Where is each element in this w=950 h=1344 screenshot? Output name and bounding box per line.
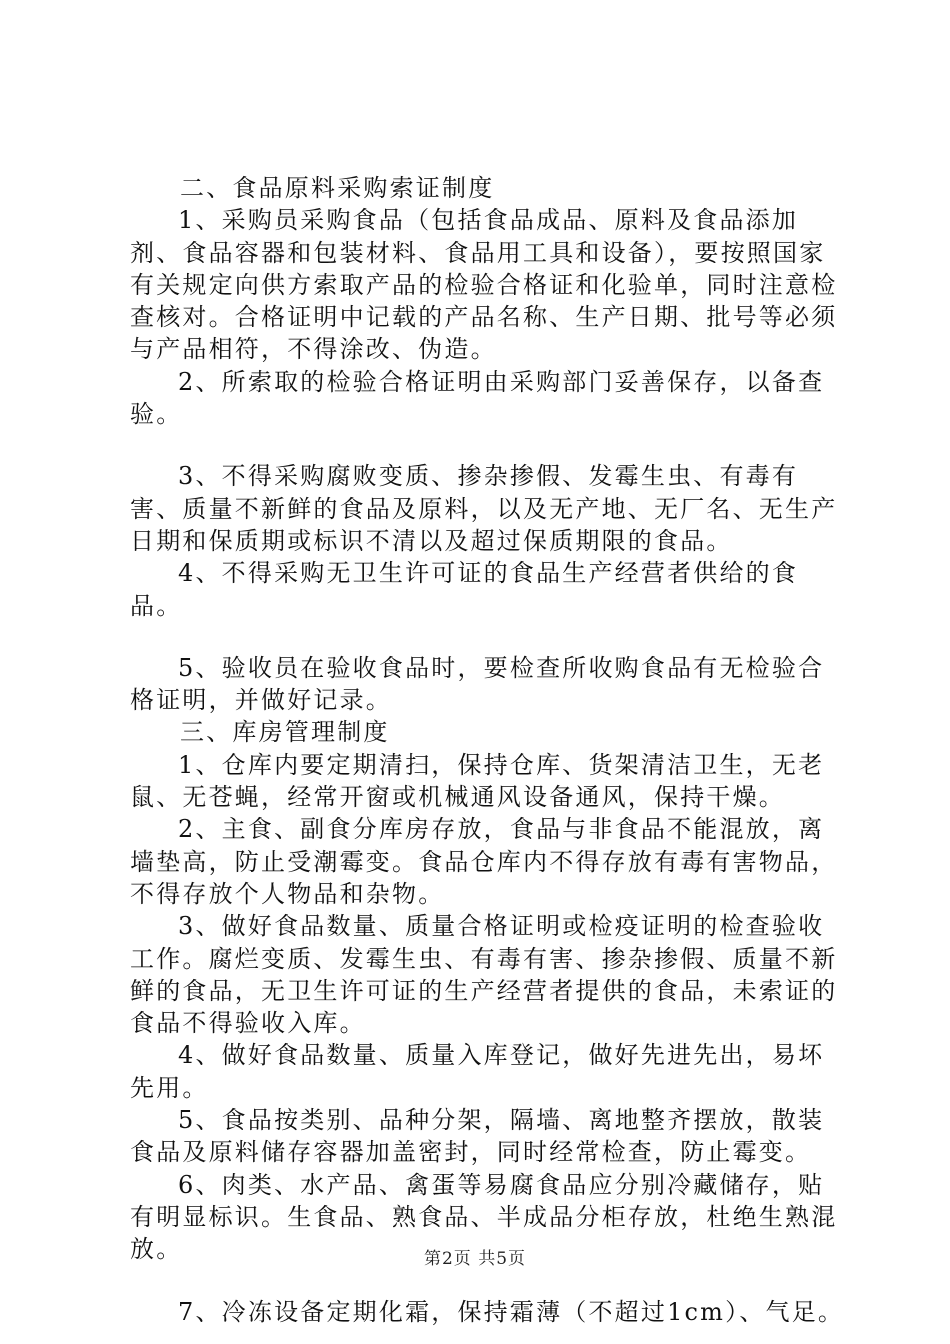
page-number-footer: 第2页 共5页	[423, 1249, 527, 1269]
section-heading-procurement: 二、食品原料采购索证制度	[180, 174, 495, 202]
paragraph: 6、肉类、水产品、禽蛋等易腐食品应分别冷藏储存，贴有明显标识。生食品、熟食品、半成品分柜存放，杜绝生熟混放。	[130, 1170, 838, 1264]
paragraph: 3、做好食品数量、质量合格证明或检疫证明的检查验收工作。腐烂变质、发霉生虫、有毒有害、掺杂掺假、质量不新鲜的食品，无卫生许可证的生产经营者提供的食品，未索证的食品不得验收入库。	[130, 912, 838, 1038]
paragraph: 1、采购员采购食品（包括食品成品、原料及食品添加剂、食品容器和包装材料、食品用工具和设备），要按照国家有关规定向供方索取产品的检验合格证和化验单，同时注意检查核对。合格证明中记载的产品名称、生产日期、批号等必须与产品相符，不得涂改、伪造。	[130, 206, 838, 364]
paragraph: 2、主食、副食分库房存放，食品与非食品不能混放，离墙垫高，防止受潮霉变。食品仓库内不得存放有毒有害物品，不得存放个人物品和杂物。	[130, 815, 838, 908]
paragraph: 4、不得采购无卫生许可证的食品生产经营者供给的食品。	[130, 559, 799, 620]
document-body	[130, 172, 850, 1328]
paragraph: 7、冷冻设备定期化霜，保持霜薄（不超过1cm）、气足。	[178, 1297, 845, 1326]
paragraph: 5、验收员在验收食品时，要检查所收购食品有无检验合格证明，并做好记录。	[130, 653, 825, 715]
paragraph: 4、做好食品数量、质量入库登记，做好先进先出，易坏先用。	[130, 1041, 825, 1102]
paragraph: 2、所索取的检验合格证明由采购部门妥善保存，以备查验。	[130, 367, 825, 429]
paragraph: 1、仓库内要定期清扫，保持仓库、货架清洁卫生，无老鼠、无苍蝇，经常开窗或机械通风设备通风，保持干燥。	[130, 750, 825, 812]
paragraph: 5、食品按类别、品种分架，隔墙、离地整齐摆放，散装食品及原料储存容器加盖密封，同时经常检查，防止霉变。	[130, 1106, 825, 1167]
section-heading-storage: 三、库房管理制度	[180, 718, 390, 747]
paragraph: 3、不得采购腐败变质、掺杂掺假、发霉生虫、有毒有害、质量不新鲜的食品及原料，以及无产地、无厂名、无生产日期和保质期或标识不清以及超过保质期限的食品。	[130, 462, 838, 555]
